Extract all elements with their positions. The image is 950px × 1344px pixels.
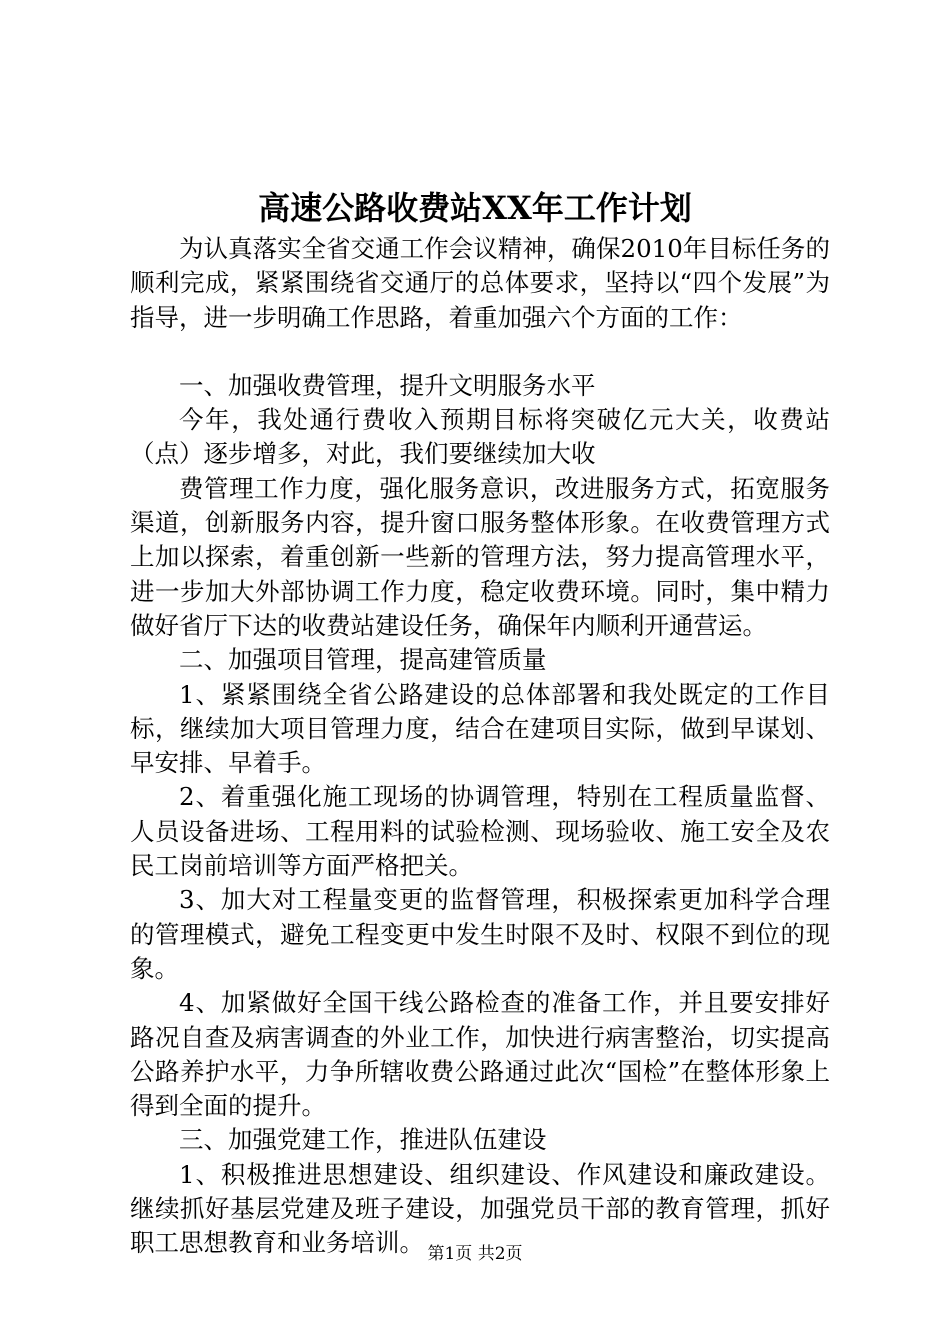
paragraph-fee-management: 费管理工作力度，强化服务意识，改进服务方式，拓宽服务渠道，创新服务内容，提升窗口服务整体形象。在收费管理方式上加以探索，着重创新一些新的管理方法，努力提高管理水平，进一步加大外部协调工作力度，稳定收费环境。同时，集中精力做好省厅下达的收费站建设任务，确保年内顺利开通营运。 — [130, 473, 830, 640]
section-heading-3: 三、加强党建工作，推进队伍建设 — [179, 1125, 547, 1155]
document-title: 高速公路收费站XX年工作计划 — [258, 189, 692, 227]
item-2-4: 4、加紧做好全国干线公路检查的准备工作，并且要安排好路况自查及病害调查的外业工作，加快进行病害整治，切实提高公路养护水平，力争所辖收费公路通过此次“国检”在整体形象上得到全面的提升。 — [130, 988, 830, 1121]
item-2-3: 3、加大对工程量变更的监督管理，积极探索更加科学合理的管理模式，避免工程变更中发生时限不及时、权限不到位的现象。 — [130, 885, 830, 983]
item-3-1: 1、积极推进思想建设、组织建设、作风建设和廉政建设。继续抓好基层党建及班子建设，加强党员干部的教育管理，抓好职工思想教育和业务培训。 — [130, 1159, 830, 1258]
item-2-2: 2、着重强化施工现场的协调管理，特别在工程质量监督、人员设备进场、工程用料的试验检测、现场验收、施工安全及农民工岗前培训等方面严格把关。 — [130, 782, 830, 881]
item-2-1: 1、紧紧围绕全省公路建设的总体部署和我处既定的工作目标，继续加大项目管理力度，结合在建项目实际，做到早谋划、早安排、早着手。 — [130, 679, 830, 778]
paragraph-fee-income: 今年，我处通行费收入预期目标将突破亿元大关，收费站（点）逐步增多，对此，我们要继续加大收 — [130, 405, 830, 469]
section-heading-2: 二、加强项目管理，提高建管质量 — [179, 645, 547, 675]
section-heading-1: 一、加强收费管理，提升文明服务水平 — [179, 370, 596, 400]
intro-paragraph: 为认真落实全省交通工作会议精神，确保2010年目标任务的顺利完成，紧紧围绕省交通厅的总体要求，坚持以“四个发展”为指导，进一步明确工作思路，着重加强六个方面的工作： — [130, 234, 830, 332]
page-number-footer: 第1页 共2页 — [427, 1244, 523, 1264]
document-body — [130, 232, 830, 1261]
